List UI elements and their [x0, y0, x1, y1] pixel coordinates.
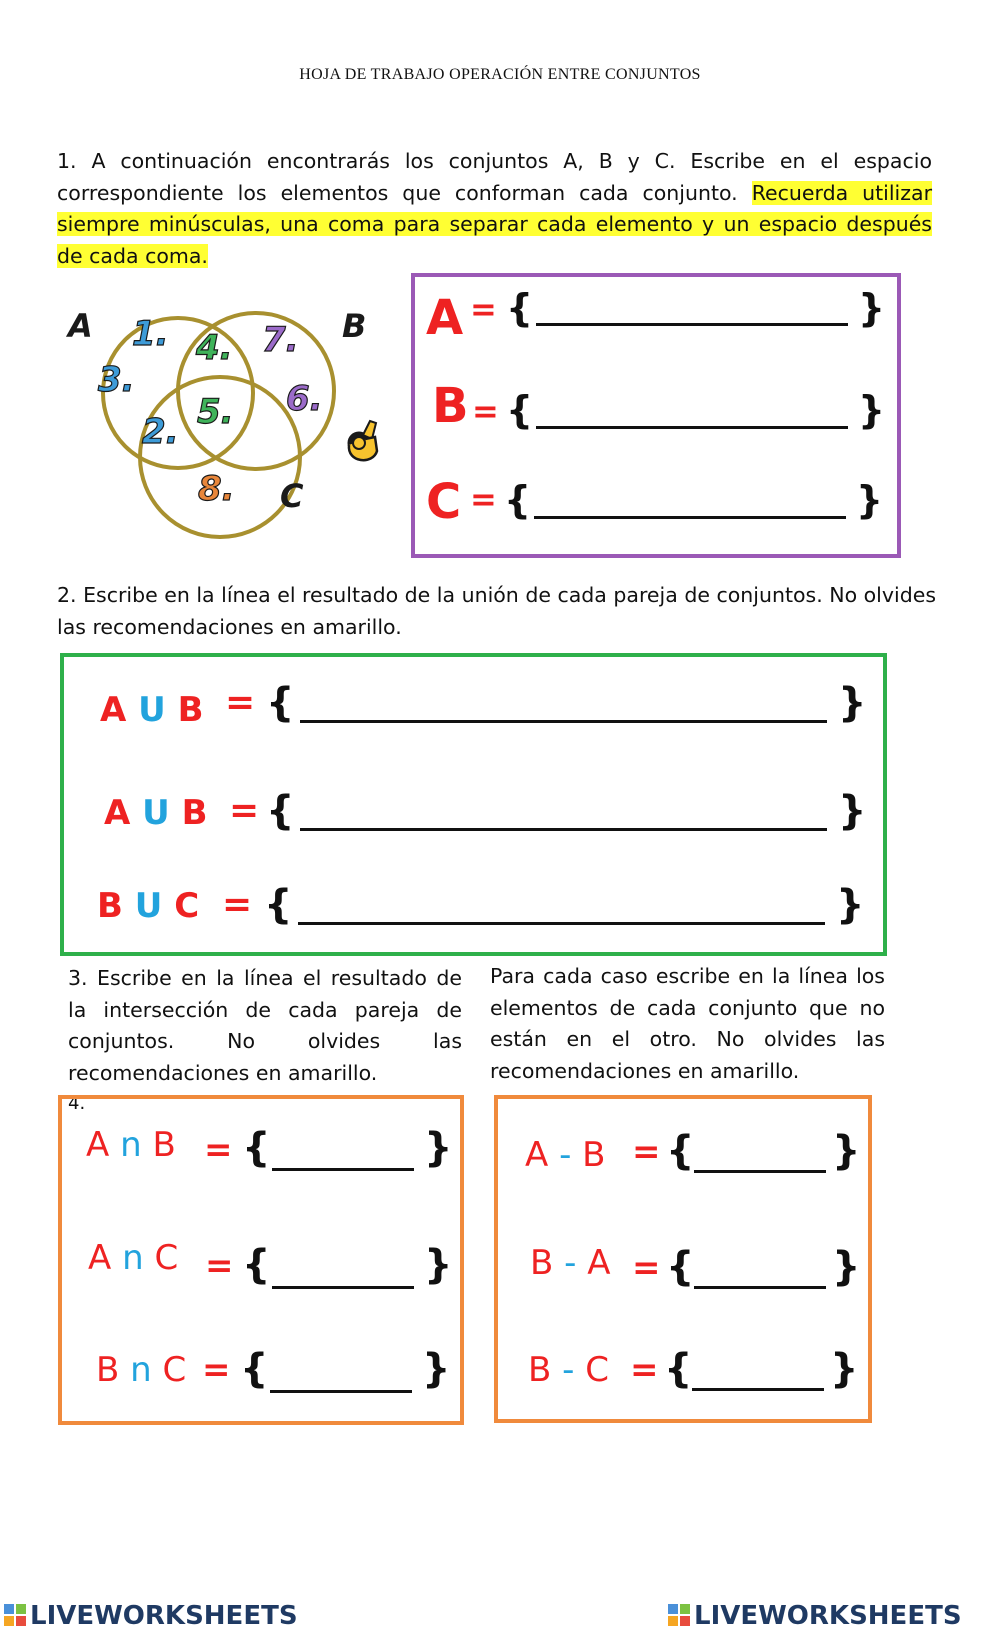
footer-brand-left: LIVEWORKSHEETS [30, 1601, 298, 1631]
difference-1-expression: A - B [525, 1135, 606, 1175]
difference-3-close-brace: } [830, 1346, 859, 1392]
union-2-close-brace: } [838, 788, 867, 834]
union-1-answer-line[interactable] [300, 720, 827, 723]
liveworksheets-logo-icon [668, 1604, 690, 1626]
difference-1-answer-line[interactable] [694, 1170, 826, 1173]
venn-number-7: 7. [262, 320, 299, 360]
intersection-3-expression: B n C [96, 1350, 187, 1390]
intersection-1-close-brace: } [424, 1125, 453, 1171]
difference-2-equals: = [632, 1248, 661, 1288]
union-3-open-brace: { [264, 882, 293, 928]
question-1-highlight: Recuerda utilizar siempre minúsculas, una coma para separar cada elemento y un espacio después de cada coma. [57, 180, 933, 268]
question-1-text [57, 146, 932, 272]
difference-2-expression: B - A [530, 1243, 611, 1283]
venn-number-3: 3. [98, 360, 135, 400]
venn-number-8: 8. [198, 469, 235, 509]
union-3-close-brace: } [836, 882, 865, 928]
venn-number-2: 2. [142, 412, 179, 452]
intersection-3-equals: = [202, 1350, 231, 1390]
union-3-answer-line[interactable] [298, 922, 825, 925]
venn-number-5: 5. [197, 392, 234, 432]
set-c-equals: = [470, 480, 497, 518]
set-c-open-brace: { [504, 478, 532, 522]
venn-number-4: 4. [196, 328, 233, 368]
venn-label-a: A [68, 307, 93, 345]
footer-logo-left [4, 1601, 298, 1631]
set-b-open-brace: { [506, 388, 534, 432]
intersection-1-equals: = [204, 1130, 233, 1170]
set-a-open-brace: { [506, 286, 534, 330]
difference-2-close-brace: } [832, 1244, 861, 1290]
difference-3-expression: B - C [528, 1350, 609, 1390]
question-3-text: 3. Escribe en la línea el resultado de la intersección de cada pareja de conjuntos. No olvides las recomendaciones en amarillo. [68, 966, 462, 1085]
difference-1-open-brace: { [666, 1128, 695, 1174]
union-1-close-brace: } [838, 680, 867, 726]
set-a-answer-line[interactable] [536, 323, 848, 326]
union-2-answer-line[interactable] [300, 828, 827, 831]
venn-number-1: 1. [132, 314, 169, 354]
footer-logo-right [668, 1601, 962, 1631]
difference-2-answer-line[interactable] [694, 1286, 826, 1289]
union-1-expression: A U B [100, 690, 204, 730]
intersection-2-close-brace: } [424, 1242, 453, 1288]
intersection-2-answer-line[interactable] [272, 1286, 414, 1289]
set-b-answer-line[interactable] [536, 426, 848, 429]
liveworksheets-logo-icon [4, 1604, 26, 1626]
question-4-text: Para cada caso escribe en la línea los elementos de cada conjunto que no están en el otro. No olvides las recomendaciones en amarillo. [490, 964, 885, 1083]
union-3-expression: B U C [97, 886, 200, 926]
intersection-3-answer-line[interactable] [270, 1390, 412, 1393]
union-1-open-brace: { [266, 680, 295, 726]
venn-diagram [60, 295, 410, 545]
union-2-open-brace: { [266, 788, 295, 834]
intersection-2-open-brace: { [242, 1242, 271, 1288]
difference-3-equals: = [630, 1350, 659, 1390]
intersection-1-open-brace: { [242, 1125, 271, 1171]
intersection-3-open-brace: { [240, 1346, 269, 1392]
difference-3-answer-line[interactable] [692, 1388, 824, 1391]
intersection-1-expression: A n B [86, 1125, 176, 1165]
set-a-label: A [426, 290, 464, 346]
intersection-2-equals: = [205, 1246, 234, 1286]
ok-hand-icon [349, 421, 377, 460]
set-c-answer-line[interactable] [534, 516, 846, 519]
union-2-expression: A U B [104, 793, 208, 833]
question-2-text: 2. Escribe en la línea el resultado de la unión de cada pareja de conjuntos. No olvides las recomendaciones en amarillo. [57, 583, 937, 639]
footer-brand-right: LIVEWORKSHEETS [694, 1601, 962, 1631]
set-c-label: C [426, 474, 462, 530]
difference-3-open-brace: { [664, 1346, 693, 1392]
set-b-label: B [432, 378, 469, 434]
set-b-equals: = [472, 392, 499, 430]
page-title: HOJA DE TRABAJO OPERACIÓN ENTRE CONJUNTOS [299, 66, 701, 83]
set-c-close-brace: } [856, 478, 884, 522]
set-a-close-brace: } [858, 286, 886, 330]
intersection-2-expression: A n C [88, 1238, 179, 1278]
union-3-equals: = [222, 884, 253, 925]
venn-number-6: 6. [286, 379, 323, 419]
set-b-close-brace: } [858, 388, 886, 432]
question-4-number: 4. [68, 1093, 86, 1114]
union-2-equals: = [229, 790, 260, 831]
difference-1-equals: = [632, 1132, 661, 1172]
intersection-1-answer-line[interactable] [272, 1168, 414, 1171]
difference-2-open-brace: { [666, 1244, 695, 1290]
intersection-3-close-brace: } [422, 1346, 451, 1392]
set-a-equals: = [470, 290, 497, 328]
difference-1-close-brace: } [832, 1128, 861, 1174]
venn-label-b: B [342, 307, 367, 345]
union-1-equals: = [225, 682, 256, 723]
venn-label-c: C [280, 477, 304, 515]
question-1-instruction: 1. A continuación encontrarás los conjuntos A, B y C. Escribe en el espacio correspondiente los elementos que conforman cada conjunto. [57, 149, 932, 205]
